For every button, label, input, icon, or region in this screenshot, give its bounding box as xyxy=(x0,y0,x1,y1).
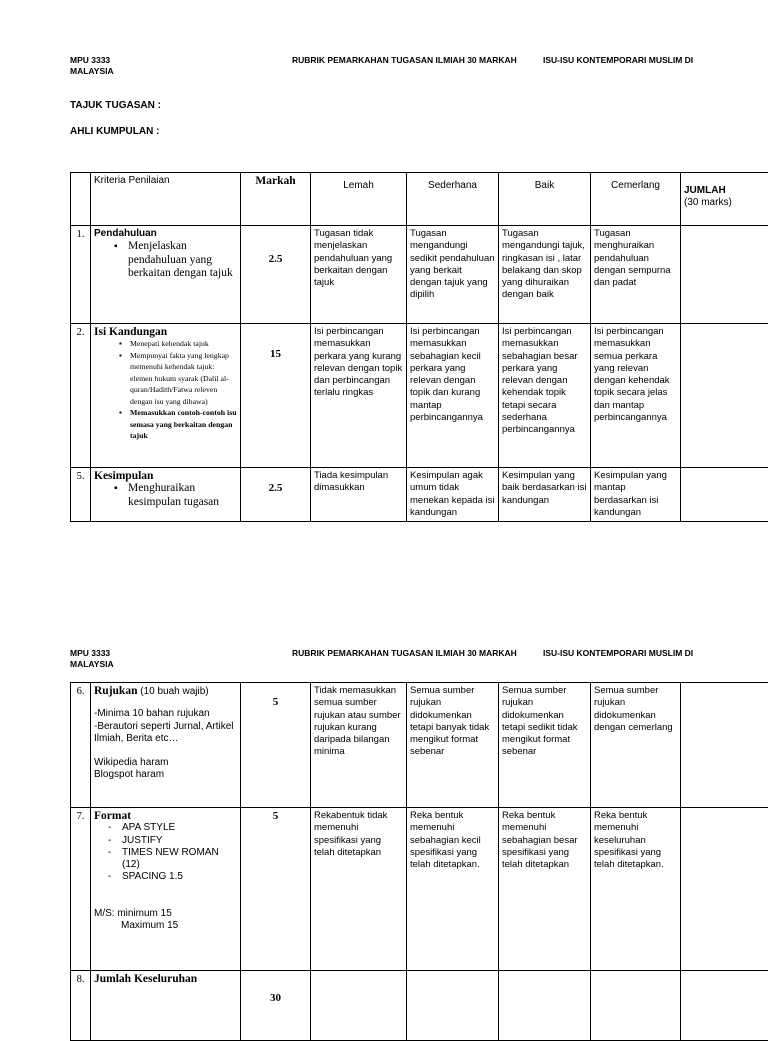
tajuk-tugasan-label: TAJUK TUGASAN : xyxy=(70,100,161,111)
criteria-cell xyxy=(91,683,241,808)
markah-value: 2.5 xyxy=(241,226,311,324)
criteria-bullet: ▪ Menghuraikan kesimpulan tugasan xyxy=(94,482,237,509)
subject-title: ISU-ISU KONTEMPORARI MUSLIM DI xyxy=(543,648,693,659)
criteria-note: (10 buah wajib) xyxy=(137,686,208,697)
criteria-cell xyxy=(91,468,241,522)
table-row xyxy=(71,324,768,468)
sederhana-desc: Tugasan mengandungi sedikit pendahuluan yang berkait dengan tajuk yang dipilih xyxy=(407,226,499,324)
header-jumlah xyxy=(681,173,768,226)
sederhana-desc xyxy=(407,971,499,1041)
header-lemah: Lemah xyxy=(311,173,407,226)
criteria-title: Kesimpulan xyxy=(94,470,237,482)
jumlah-cell xyxy=(681,683,768,808)
row-number: 5. xyxy=(71,468,91,522)
header-baik: Baik xyxy=(499,173,591,226)
baik-desc: Kesimpulan yang baik berdasarkan isi kandungan xyxy=(499,468,591,522)
criteria-title: Format xyxy=(94,810,237,822)
criteria-bullet: ▪ Menepati kehendak tajuk xyxy=(94,338,237,350)
page-max: Maximum 15 xyxy=(94,920,237,932)
header-cemerlang: Cemerlang xyxy=(591,173,681,226)
table-header-row xyxy=(71,173,768,226)
header-num-cell xyxy=(71,173,91,226)
criteria-cell xyxy=(91,226,241,324)
criteria-bullet: ▪ Memasukkan contoh-contoh isu semasa yang berkaitan dengan tajuk xyxy=(94,407,237,442)
table-row xyxy=(71,226,768,324)
markah-value: 2.5 xyxy=(241,468,311,522)
cemerlang-desc: Reka bentuk memenuhi keseluruhan spesifikasi yang telah ditetapkan. xyxy=(591,808,681,971)
baik-desc: Reka bentuk memenuhi sebahagian besar spesifikasi yang telah ditetapkan xyxy=(499,808,591,971)
sederhana-desc: Reka bentuk memenuhi sebahagian kecil spesifikasi yang telah ditetapkan. xyxy=(407,808,499,971)
criteria-title: Rujukan xyxy=(94,685,137,697)
table-row xyxy=(71,808,768,971)
criteria-title: Pendahuluan xyxy=(94,228,237,240)
table-row xyxy=(71,468,768,522)
markah-value: 15 xyxy=(241,324,311,468)
cemerlang-desc: Tugasan menghuraikan pendahuluan dengan sempurna dan padat xyxy=(591,226,681,324)
cemerlang-desc: Semua sumber rujukan didokumenkan dengan cemerlang xyxy=(591,683,681,808)
format-item: - JUSTIFY xyxy=(94,835,237,847)
baik-desc xyxy=(499,971,591,1041)
subject-country: MALAYSIA xyxy=(70,66,114,77)
table-row xyxy=(71,683,768,808)
criteria-cell xyxy=(91,808,241,971)
criteria-line: Blogspot haram xyxy=(94,769,237,781)
format-item: - APA STYLE xyxy=(94,822,237,834)
ahli-kumpulan-label: AHLI KUMPULAN : xyxy=(70,126,159,137)
course-code: MPU 3333 xyxy=(70,55,110,66)
rubric-title: RUBRIK PEMARKAHAN TUGASAN ILMIAH 30 MARKAH xyxy=(292,55,517,66)
jumlah-sub: (30 marks) xyxy=(684,197,732,208)
markah-value: 5 xyxy=(241,808,311,971)
baik-desc: Tugasan mengandungi tajuk, ringkasan isi , latar belakang dan skop yang dihuraikan dengan baik xyxy=(499,226,591,324)
cemerlang-desc: Kesimpulan yang mantap berdasarkan isi kandungan xyxy=(591,468,681,522)
markah-value: 30 xyxy=(241,971,311,1041)
jumlah-cell xyxy=(681,468,768,522)
markah-value: 5 xyxy=(241,683,311,808)
row-number: 2. xyxy=(71,324,91,468)
lemah-desc xyxy=(311,971,407,1041)
cemerlang-desc: Isi perbincangan memasukkan semua perkara yang relevan dengan kehendak topik secara jelas dan mantap perbincangannya xyxy=(591,324,681,468)
course-code: MPU 3333 xyxy=(70,648,110,659)
subject-title: ISU-ISU KONTEMPORARI MUSLIM DI xyxy=(543,55,693,66)
criteria-title: Isi Kandungan xyxy=(94,326,237,338)
criteria-bullet: ▪ Mempunyai fakta yang lengkap memenuhi kehendak tajuk: elemen hukum syarak (Dalil al-quran/Hadith/Fatwa releven dengan isu yang dibawa) xyxy=(94,350,237,408)
subject-country: MALAYSIA xyxy=(70,659,114,670)
rubric-table-1 xyxy=(70,172,768,522)
jumlah-label: JUMLAH xyxy=(684,185,726,196)
row-number: 7. xyxy=(71,808,91,971)
criteria-line: Wikipedia haram xyxy=(94,757,237,769)
jumlah-cell xyxy=(681,226,768,324)
criteria-cell xyxy=(91,324,241,468)
criteria-line: -Berautori seperti Jurnal, Artikel Ilmiah, Berita etc… xyxy=(94,721,237,746)
page-min: M/S: minimum 15 xyxy=(94,908,237,920)
format-item: - SPACING 1.5 xyxy=(94,871,237,883)
lemah-desc: Tugasan tidak menjelaskan pendahuluan yang berkaitan dengan tajuk xyxy=(311,226,407,324)
lemah-desc: Tidak memasukkan semua sumber rujukan atau sumber rujukan kurang daripada bilangan minima xyxy=(311,683,407,808)
lemah-desc: Isi perbincangan memasukkan perkara yang kurang relevan dengan topik dan perbincangan terlalu ringkas xyxy=(311,324,407,468)
rubric-title: RUBRIK PEMARKAHAN TUGASAN ILMIAH 30 MARKAH xyxy=(292,648,517,659)
row-number: 6. xyxy=(71,683,91,808)
lemah-desc: Tiada kesimpulan dimasukkan xyxy=(311,468,407,522)
row-number: 1. xyxy=(71,226,91,324)
criteria-title: Jumlah Keseluruhan xyxy=(94,973,237,985)
header-sederhana: Sederhana xyxy=(407,173,499,226)
criteria-line: -Minima 10 bahan rujukan xyxy=(94,708,237,720)
table-row xyxy=(71,971,768,1041)
format-item: - TIMES NEW ROMAN (12) xyxy=(94,847,237,872)
lemah-desc: Rekabentuk tidak memenuhi spesifikasi yang telah ditetapkan xyxy=(311,808,407,971)
sederhana-desc: Isi perbincangan memasukkan sebahagian kecil perkara yang relevan dengan topik dan kurang mantap perbincangannya xyxy=(407,324,499,468)
jumlah-cell xyxy=(681,808,768,971)
jumlah-cell xyxy=(681,324,768,468)
baik-desc: Isi perbincangan memasukkan sebahagian besar perkara yang relevan dengan kehendak topik tetapi secara sederhana perbincangannya xyxy=(499,324,591,468)
cemerlang-desc xyxy=(591,971,681,1041)
criteria-cell xyxy=(91,971,241,1041)
jumlah-cell xyxy=(681,971,768,1041)
header-markah: Markah xyxy=(241,173,311,226)
row-number: 8. xyxy=(71,971,91,1041)
sederhana-desc: Semua sumber rujukan didokumenkan tetapi banyak tidak mengikut format sebenar xyxy=(407,683,499,808)
header-kriteria: Kriteria Penilaian xyxy=(91,173,241,226)
sederhana-desc: Kesimpulan agak umum tidak menekan kepada isi kandungan xyxy=(407,468,499,522)
baik-desc: Semua sumber rujukan didokumenkan tetapi sedikit tidak mengikut format sebenar xyxy=(499,683,591,808)
rubric-table-2 xyxy=(70,682,768,1041)
criteria-bullet: ▪ Menjelaskan pendahuluan yang berkaitan dengan tajuk xyxy=(94,240,237,281)
